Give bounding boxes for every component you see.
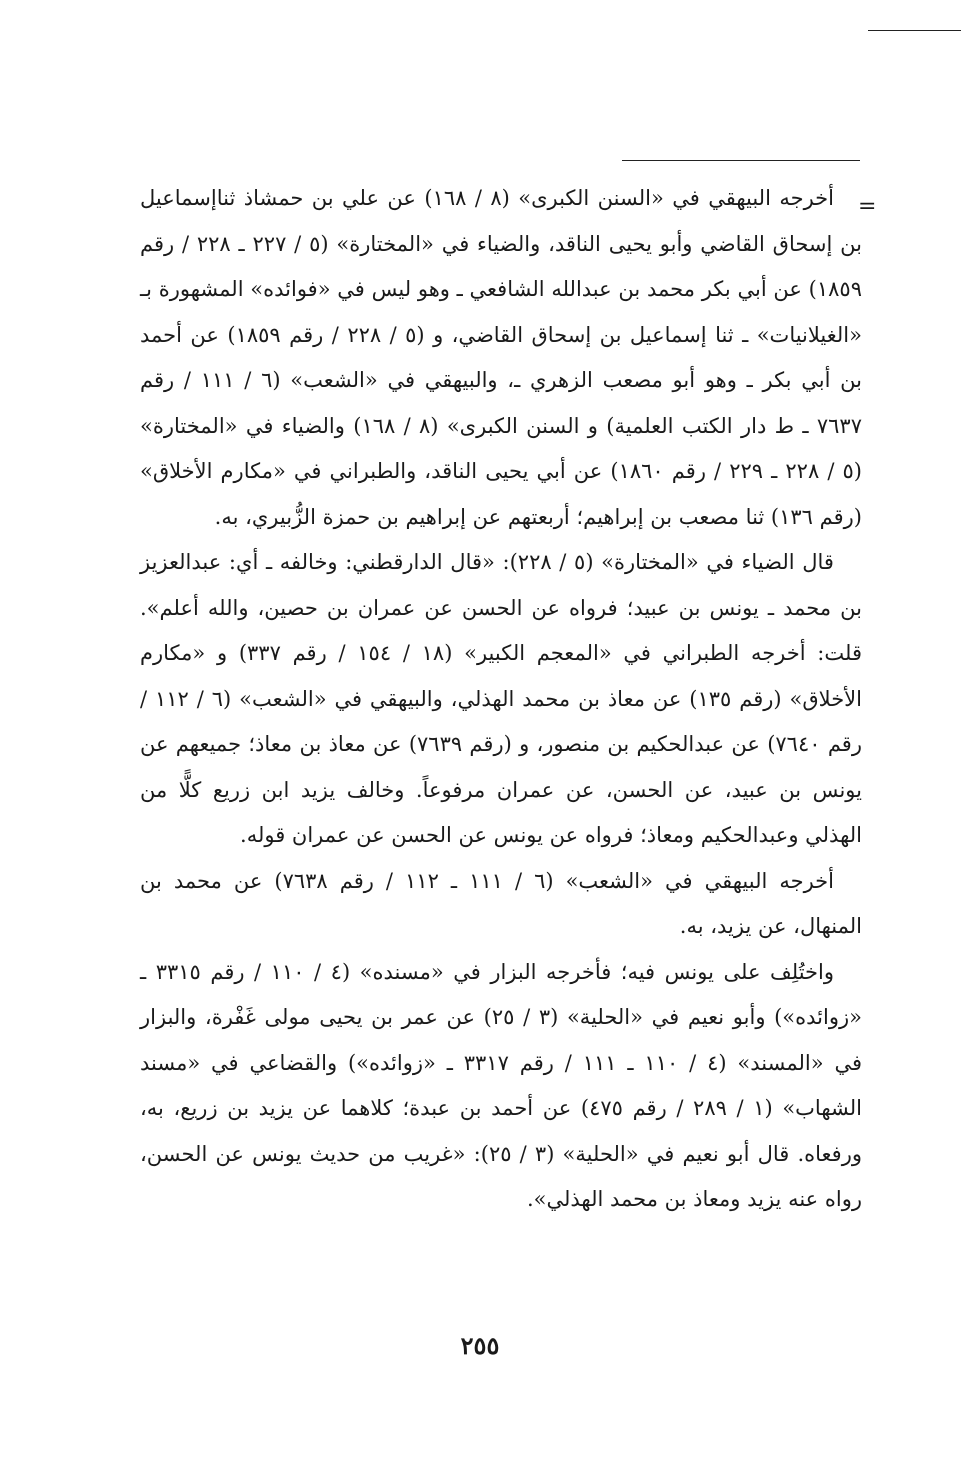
footnote-paragraph-3: أخرجه البيهقي في «الشعب» (٦ / ١١١ ـ ١١٢ / رقم ٧٦٣٨) عن محمد بن المنهال، عن يزيد، به.: [140, 868, 862, 938]
footnote-body: [140, 176, 862, 1223]
page-number: ٢٥٥: [460, 1331, 500, 1360]
footnote-paragraph-2: قال الضياء في «المختارة» (٥ / ٢٢٨): «قال الدارقطني: وخالفه ـ أي: عبدالعزيز بن محمد ـ يونس بن عبيد؛ فرواه عن الحسن عن عمران بن حصين، والله أعلم». قلت: أخرجه الطبراني في «المعجم الكبير» (١٨ / ١٥٤ / رقم ٣٣٧) و «مكارم الأخلاق» (رقم ١٣٥) عن معاذ بن محمد الهذلي، والبيهقي في «الشعب» (٦ / ١١٢ / رقم ٧٦٤٠) عن عبدالحكيم بن منصور، و (رقم ٧٦٣٩) عن معاذ بن معاذ؛ جميعهم عن يونس بن عبيد، عن الحسن، عن عمران مرفوعاً. وخالف يزيد ابن زريع كلًّا من الهذلي وعبدالحكيم ومعاذ؛ فرواه عن يونس عن الحسن عن عمران قوله.: [140, 550, 862, 847]
header-rule: [868, 30, 961, 31]
footnote-paragraph-4: واختُلِف على يونس فيه؛ فأخرجه البزار في «مسنده» (٤ / ١١٠ / رقم ٣٣١٥ ـ «زوائده») وأبو نعيم في «الحلية» (٣ / ٢٥) عن عمر بن يحيى مولى غَفْرة، والبزار في «المسند» (٤ / ١١٠ ـ ١١١ / رقم ٣٣١٧ ـ «زوائده») والقضاعي في «مسند الشهاب» (١ / ٢٨٩ / رقم ٤٧٥) عن أحمد بن عبدة؛ كلاهما عن يزيد بن زريع، به، ورفعاه. قال أبو نعيم في «الحلية» (٣ / ٢٥): «غريب من حديث يونس عن الحسن، رواه عنه يزيد ومعاذ بن محمد الهذلي».: [140, 959, 862, 1211]
footnote-separator-rule: [622, 160, 860, 161]
continuation-mark: =: [858, 194, 877, 219]
footnote-paragraph-1: أخرجه البيهقي في «السنن الكبرى» (٨ / ١٦٨) عن علي بن حمشاذ ثناإسماعيل بن إسحاق القاضي وأبو يحيى الناقد، والضياء في «المختارة» (٥ / ٢٢٧ ـ ٢٢٨ / رقم ١٨٥٩) عن أبي بكر محمد بن عبدالله الشافعي ـ وهو ليس في «فوائده» المشهورة بـ «الغيلانيات» ـ ثنا إسماعيل بن إسحاق القاضي، و (٥ / ٢٢٨ / رقم ١٨٥٩) عن أحمد بن أبي بكر ـ وهو أبو مصعب الزهري ـ، والبيهقي في «الشعب» (٦ / ١١١ / رقم ٧٦٣٧ ـ ط دار الكتب العلمية) و السنن الكبرى» (٨ / ١٦٨) والضياء في «المختارة» (٥ / ٢٢٨ ـ ٢٢٩ / رقم ١٨٦٠) عن أبي يحيى الناقد، والطبراني في «مكارم الأخلاق» (رقم ١٣٦) ثنا مصعب بن إبراهيم؛ أربعتهم عن إبراهيم بن حمزة الزُّبيري، به.: [140, 186, 862, 529]
